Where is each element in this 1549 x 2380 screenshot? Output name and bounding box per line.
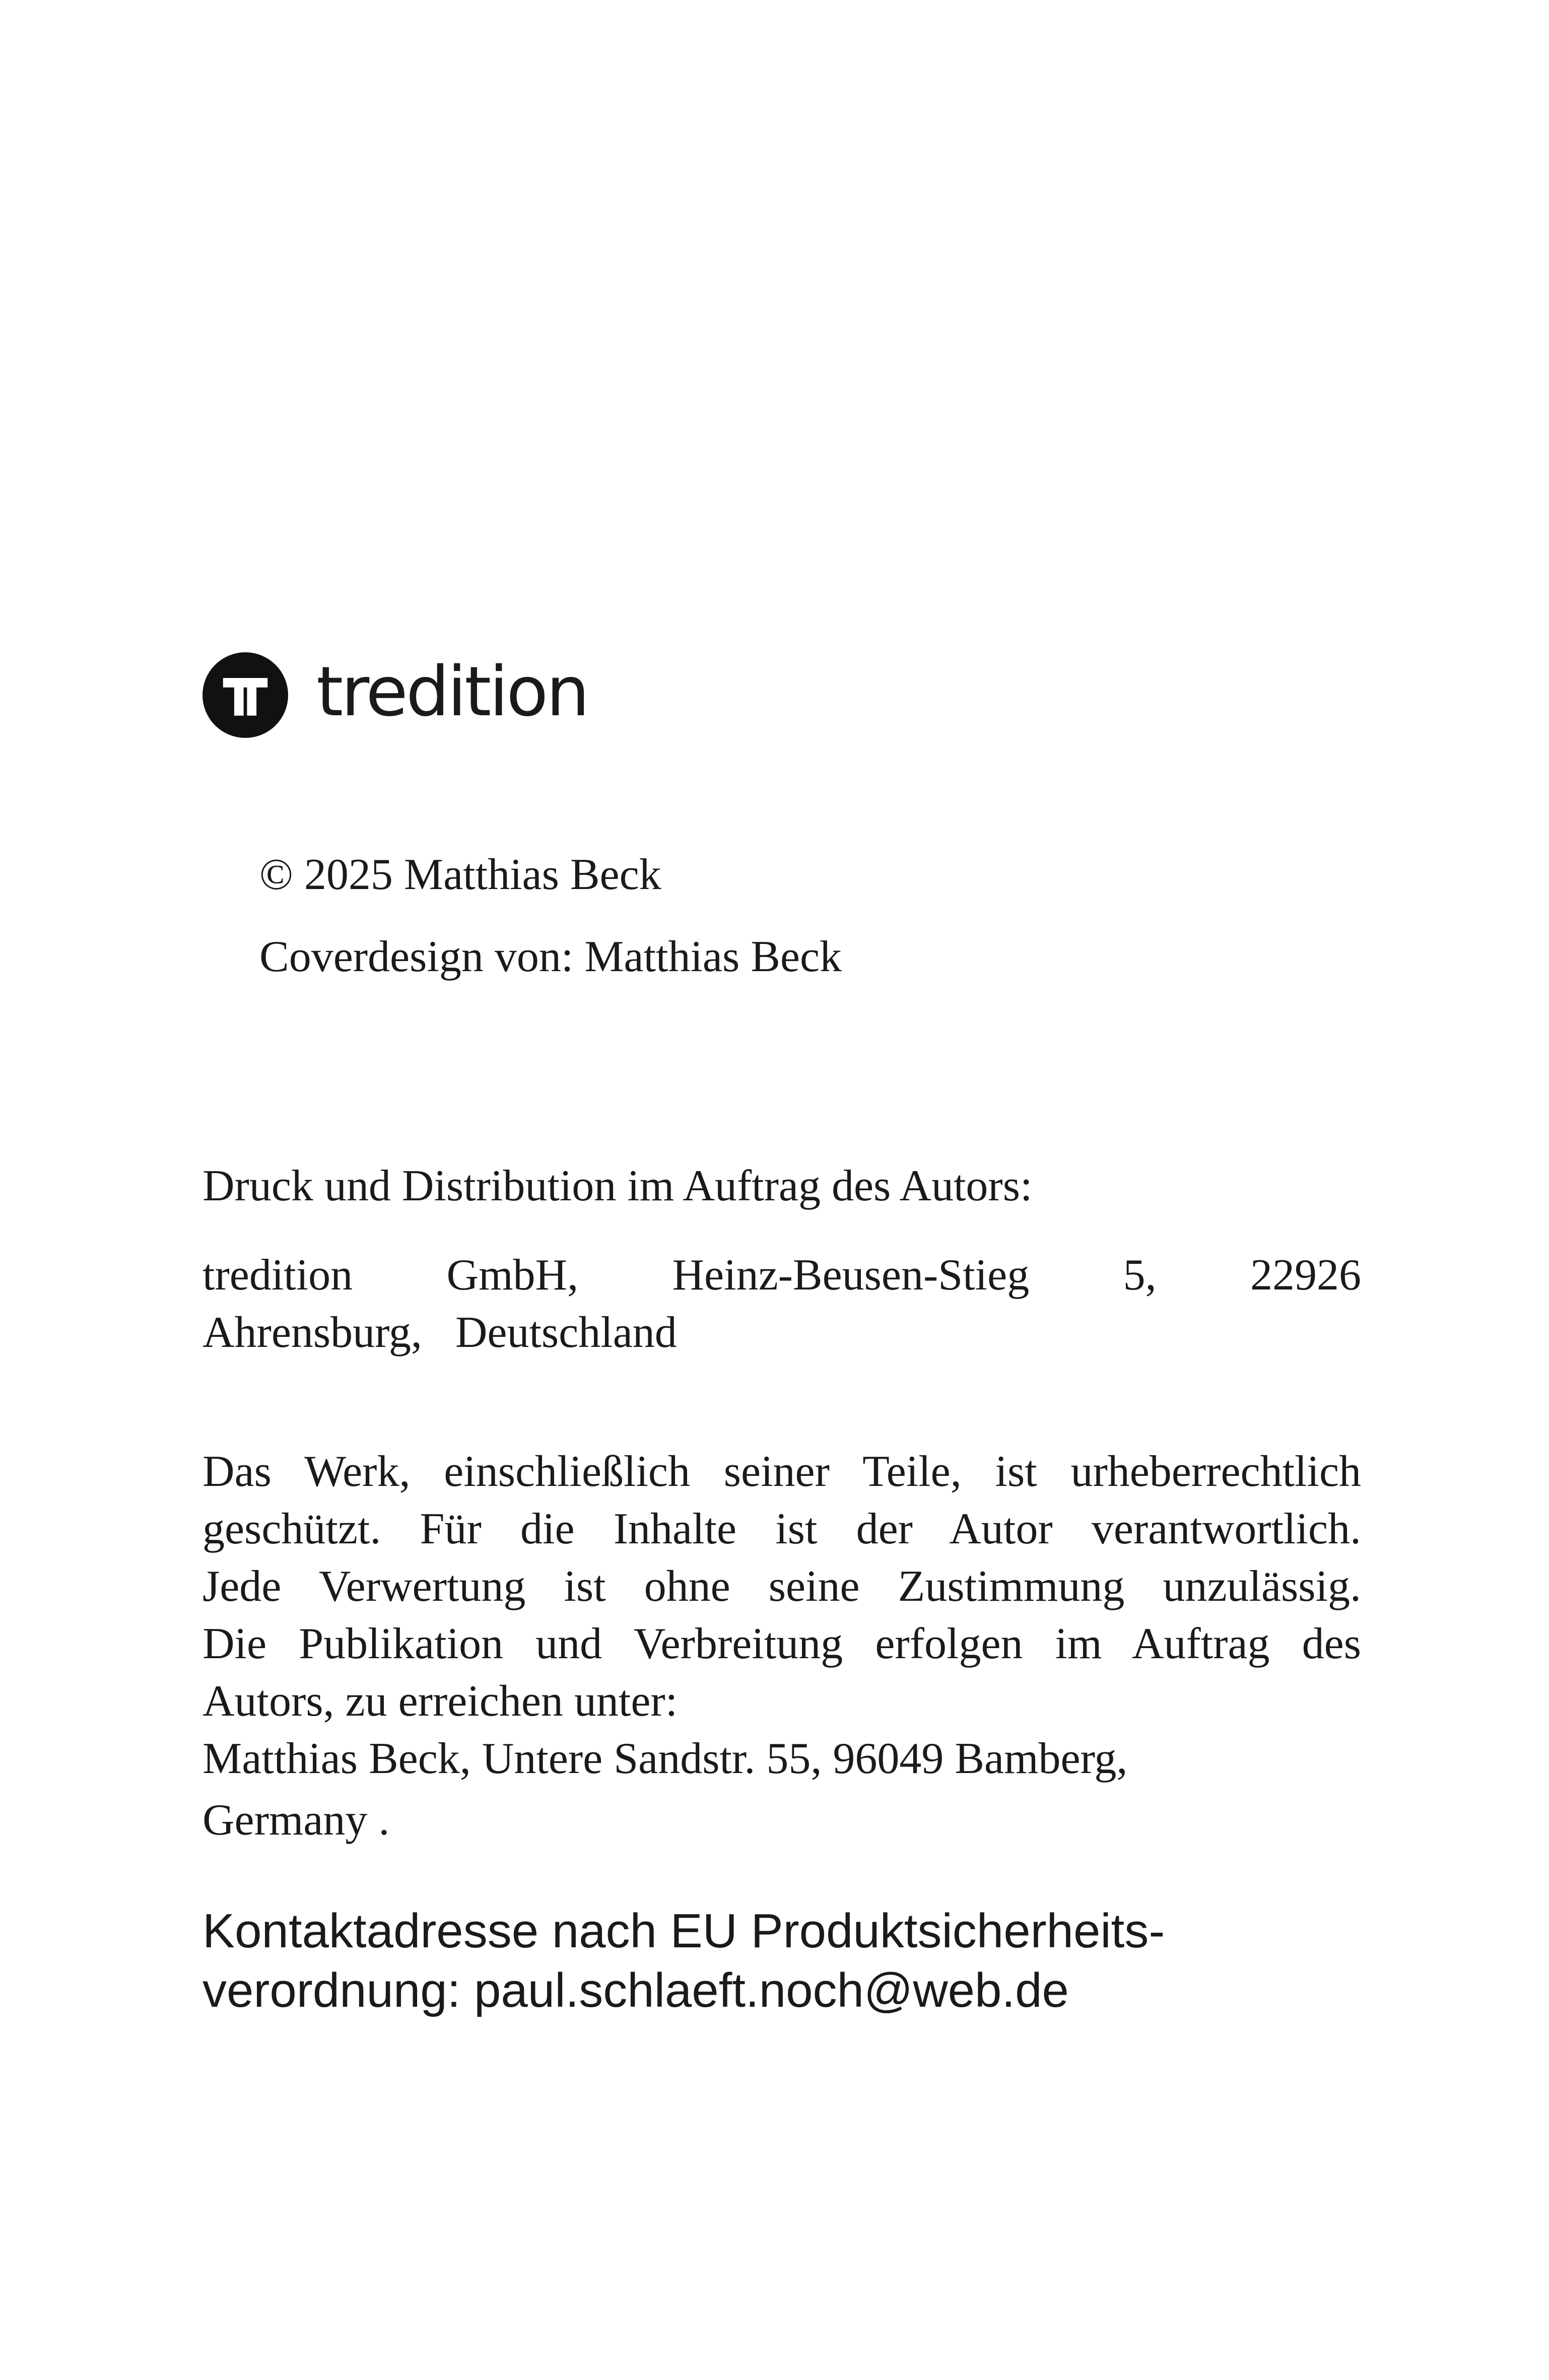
legal-line: Die Publikation und Verbreitung erfolgen im Auftrag des xyxy=(203,1619,1361,1668)
legal-line: Das Werk, einschließlich seiner Teile, ist urheberrechtlich xyxy=(203,1447,1361,1496)
legal-line: Jede Verwertung ist ohne seine Zustimmung unzulässig. xyxy=(203,1562,1361,1611)
publisher-address: tredition GmbH, Heinz-Beusen-Stieg 5, 22926 Ahrensburg, Deutschland xyxy=(203,1251,1361,1357)
legal-line: geschützt. Für die Inhalte ist der Autor verantwortlich. xyxy=(203,1505,1361,1553)
legal-notice xyxy=(203,1443,1361,1849)
author-address-line: Matthias Beck, Untere Sandstr. 55, 96049 Bamberg, xyxy=(203,1734,1128,1783)
product-safety-contact xyxy=(203,1901,1411,2020)
legal-line: Autors, zu erreichen unter: xyxy=(203,1677,678,1726)
contact-email-line: verordnung: paul.schlaeft.noch@web.de xyxy=(203,1963,1069,2017)
publisher-logo xyxy=(203,650,588,740)
tredition-logo-icon xyxy=(203,652,288,738)
coverdesign-credit: Coverdesign von: Matthias Beck xyxy=(259,932,842,981)
author-country-line: Germany . xyxy=(203,1796,390,1845)
print-distribution-heading: Druck und Distribution im Auftrag des Autors: xyxy=(203,1162,1033,1210)
logo-wordmark: tredition xyxy=(316,652,588,732)
contact-line: Kontaktadresse nach EU Produktsicherheits- xyxy=(203,1904,1165,1958)
copyright-notice: © 2025 Matthias Beck xyxy=(259,850,661,899)
